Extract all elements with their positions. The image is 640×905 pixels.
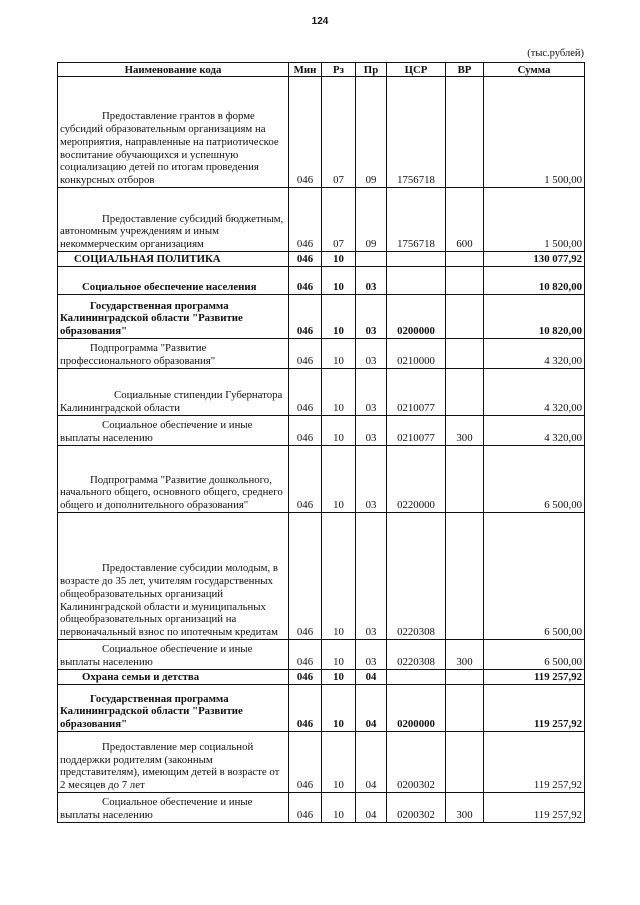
header-csr: ЦСР bbox=[387, 63, 446, 77]
row-sum: 10 820,00 bbox=[484, 267, 585, 295]
row-csr: 0200302 bbox=[387, 732, 446, 793]
table-row bbox=[58, 685, 585, 732]
row-vr bbox=[446, 446, 484, 513]
row-min: 046 bbox=[289, 685, 322, 732]
row-min: 046 bbox=[289, 295, 322, 339]
row-pr: 03 bbox=[356, 513, 387, 640]
row-rz: 10 bbox=[322, 267, 356, 295]
row-pr: 03 bbox=[356, 339, 387, 369]
row-sum: 4 320,00 bbox=[484, 339, 585, 369]
row-sum: 6 500,00 bbox=[484, 446, 585, 513]
header-pr: Пр bbox=[356, 63, 387, 77]
row-rz: 10 bbox=[322, 339, 356, 369]
table-row bbox=[58, 670, 585, 685]
table-row bbox=[58, 640, 585, 670]
table-row bbox=[58, 732, 585, 793]
row-name: Социальное обеспечение и иные выплаты населению bbox=[58, 640, 289, 670]
row-csr: 1756718 bbox=[387, 188, 446, 252]
table-row bbox=[58, 793, 585, 823]
row-vr: 300 bbox=[446, 416, 484, 446]
row-vr bbox=[446, 77, 484, 188]
row-min: 046 bbox=[289, 416, 322, 446]
row-sum: 119 257,92 bbox=[484, 732, 585, 793]
row-csr: 0200302 bbox=[387, 793, 446, 823]
row-name: Предоставление грантов в форме субсидий образовательным организациям на мероприятия, направленные на патриотическое воспитание обучающихся и успешную социализацию детей по итогам проведения конкурсных отборов bbox=[58, 77, 289, 188]
row-min: 046 bbox=[289, 793, 322, 823]
header-vr: ВР bbox=[446, 63, 484, 77]
row-csr: 0210000 bbox=[387, 339, 446, 369]
row-vr bbox=[446, 267, 484, 295]
row-sum: 10 820,00 bbox=[484, 295, 585, 339]
row-min: 046 bbox=[289, 640, 322, 670]
row-name: Подпрограмма "Развитие дошкольного, начального общего, основного общего, среднего общего и дополнительного образования" bbox=[58, 446, 289, 513]
row-sum: 6 500,00 bbox=[484, 640, 585, 670]
row-rz: 10 bbox=[322, 446, 356, 513]
table-row bbox=[58, 267, 585, 295]
row-min: 046 bbox=[289, 267, 322, 295]
row-csr: 0210077 bbox=[387, 416, 446, 446]
row-min: 046 bbox=[289, 732, 322, 793]
row-sum: 4 320,00 bbox=[484, 369, 585, 416]
row-csr: 0220308 bbox=[387, 513, 446, 640]
row-min: 046 bbox=[289, 188, 322, 252]
header-name: Наименование кода bbox=[58, 63, 289, 77]
row-name: Социальные стипендии Губернатора Калининградской области bbox=[58, 369, 289, 416]
row-csr bbox=[387, 252, 446, 267]
row-pr: 03 bbox=[356, 267, 387, 295]
row-name: Социальное обеспечение и иные выплаты населению bbox=[58, 793, 289, 823]
row-csr: 0220000 bbox=[387, 446, 446, 513]
row-rz: 10 bbox=[322, 670, 356, 685]
row-min: 046 bbox=[289, 670, 322, 685]
row-pr: 03 bbox=[356, 640, 387, 670]
row-vr bbox=[446, 252, 484, 267]
row-sum: 1 500,00 bbox=[484, 188, 585, 252]
row-pr: 03 bbox=[356, 416, 387, 446]
header-sum: Сумма bbox=[484, 63, 585, 77]
row-csr: 0210077 bbox=[387, 369, 446, 416]
row-rz: 10 bbox=[322, 252, 356, 267]
row-name: Социальное обеспечение и иные выплаты населению bbox=[58, 416, 289, 446]
row-vr bbox=[446, 513, 484, 640]
row-rz: 10 bbox=[322, 513, 356, 640]
table-row bbox=[58, 77, 585, 188]
row-pr: 04 bbox=[356, 793, 387, 823]
row-sum: 6 500,00 bbox=[484, 513, 585, 640]
row-pr: 04 bbox=[356, 685, 387, 732]
row-vr: 300 bbox=[446, 793, 484, 823]
row-name: Предоставление субсидий бюджетным, автономным учреждениям и иным некоммерческим организациям bbox=[58, 188, 289, 252]
row-min: 046 bbox=[289, 339, 322, 369]
row-vr bbox=[446, 670, 484, 685]
row-vr bbox=[446, 369, 484, 416]
row-csr bbox=[387, 670, 446, 685]
row-rz: 10 bbox=[322, 685, 356, 732]
row-vr: 600 bbox=[446, 188, 484, 252]
row-csr bbox=[387, 267, 446, 295]
table-row bbox=[58, 295, 585, 339]
row-rz: 10 bbox=[322, 416, 356, 446]
row-name: Государственная программа Калининградской области "Развитие образования" bbox=[58, 295, 289, 339]
budget-table bbox=[57, 62, 585, 823]
row-rz: 10 bbox=[322, 295, 356, 339]
row-vr bbox=[446, 295, 484, 339]
table-row bbox=[58, 416, 585, 446]
row-min: 046 bbox=[289, 77, 322, 188]
row-pr: 03 bbox=[356, 295, 387, 339]
row-pr bbox=[356, 252, 387, 267]
row-name: Предоставление субсидии молодым, в возрасте до 35 лет, учителям государственных общеобразовательных организаций Калининградской области и муниципальных общеобразовательных организаций на первоначальный взнос по ипотечным кредитам bbox=[58, 513, 289, 640]
row-pr: 03 bbox=[356, 446, 387, 513]
header-min: Мин bbox=[289, 63, 322, 77]
row-vr bbox=[446, 685, 484, 732]
page-number: 124 bbox=[311, 16, 329, 27]
row-name: Государственная программа Калининградской области "Развитие образования" bbox=[58, 685, 289, 732]
row-rz: 10 bbox=[322, 369, 356, 416]
table-header-row bbox=[58, 63, 585, 77]
row-vr bbox=[446, 732, 484, 793]
units-label: (тыс.рублей) bbox=[527, 48, 584, 59]
row-csr: 0220308 bbox=[387, 640, 446, 670]
row-pr: 03 bbox=[356, 369, 387, 416]
row-sum: 119 257,92 bbox=[484, 793, 585, 823]
row-csr: 1756718 bbox=[387, 77, 446, 188]
row-min: 046 bbox=[289, 369, 322, 416]
row-name: СОЦИАЛЬНАЯ ПОЛИТИКА bbox=[58, 252, 289, 267]
row-csr: 0200000 bbox=[387, 295, 446, 339]
table-row bbox=[58, 252, 585, 267]
table-row bbox=[58, 513, 585, 640]
row-min: 046 bbox=[289, 252, 322, 267]
row-pr: 04 bbox=[356, 670, 387, 685]
table-row bbox=[58, 446, 585, 513]
row-rz: 07 bbox=[322, 188, 356, 252]
header-rz: Рз bbox=[322, 63, 356, 77]
row-pr: 09 bbox=[356, 188, 387, 252]
row-name: Социальное обеспечение населения bbox=[58, 267, 289, 295]
row-csr: 0200000 bbox=[387, 685, 446, 732]
row-name: Охрана семьи и детства bbox=[58, 670, 289, 685]
row-rz: 10 bbox=[322, 640, 356, 670]
row-rz: 07 bbox=[322, 77, 356, 188]
row-vr bbox=[446, 339, 484, 369]
table-row bbox=[58, 188, 585, 252]
row-sum: 130 077,92 bbox=[484, 252, 585, 267]
row-pr: 04 bbox=[356, 732, 387, 793]
row-rz: 10 bbox=[322, 732, 356, 793]
row-sum: 4 320,00 bbox=[484, 416, 585, 446]
row-sum: 119 257,92 bbox=[484, 685, 585, 732]
row-name: Подпрограмма "Развитие профессионального образования" bbox=[58, 339, 289, 369]
table-row bbox=[58, 369, 585, 416]
row-pr: 09 bbox=[356, 77, 387, 188]
row-sum: 119 257,92 bbox=[484, 670, 585, 685]
table-row bbox=[58, 339, 585, 369]
row-vr: 300 bbox=[446, 640, 484, 670]
row-name: Предоставление мер социальной поддержки родителям (законным представителям), имеющим детей в возрасте от 2 месяцев до 7 лет bbox=[58, 732, 289, 793]
row-sum: 1 500,00 bbox=[484, 77, 585, 188]
row-min: 046 bbox=[289, 513, 322, 640]
row-rz: 10 bbox=[322, 793, 356, 823]
row-min: 046 bbox=[289, 446, 322, 513]
